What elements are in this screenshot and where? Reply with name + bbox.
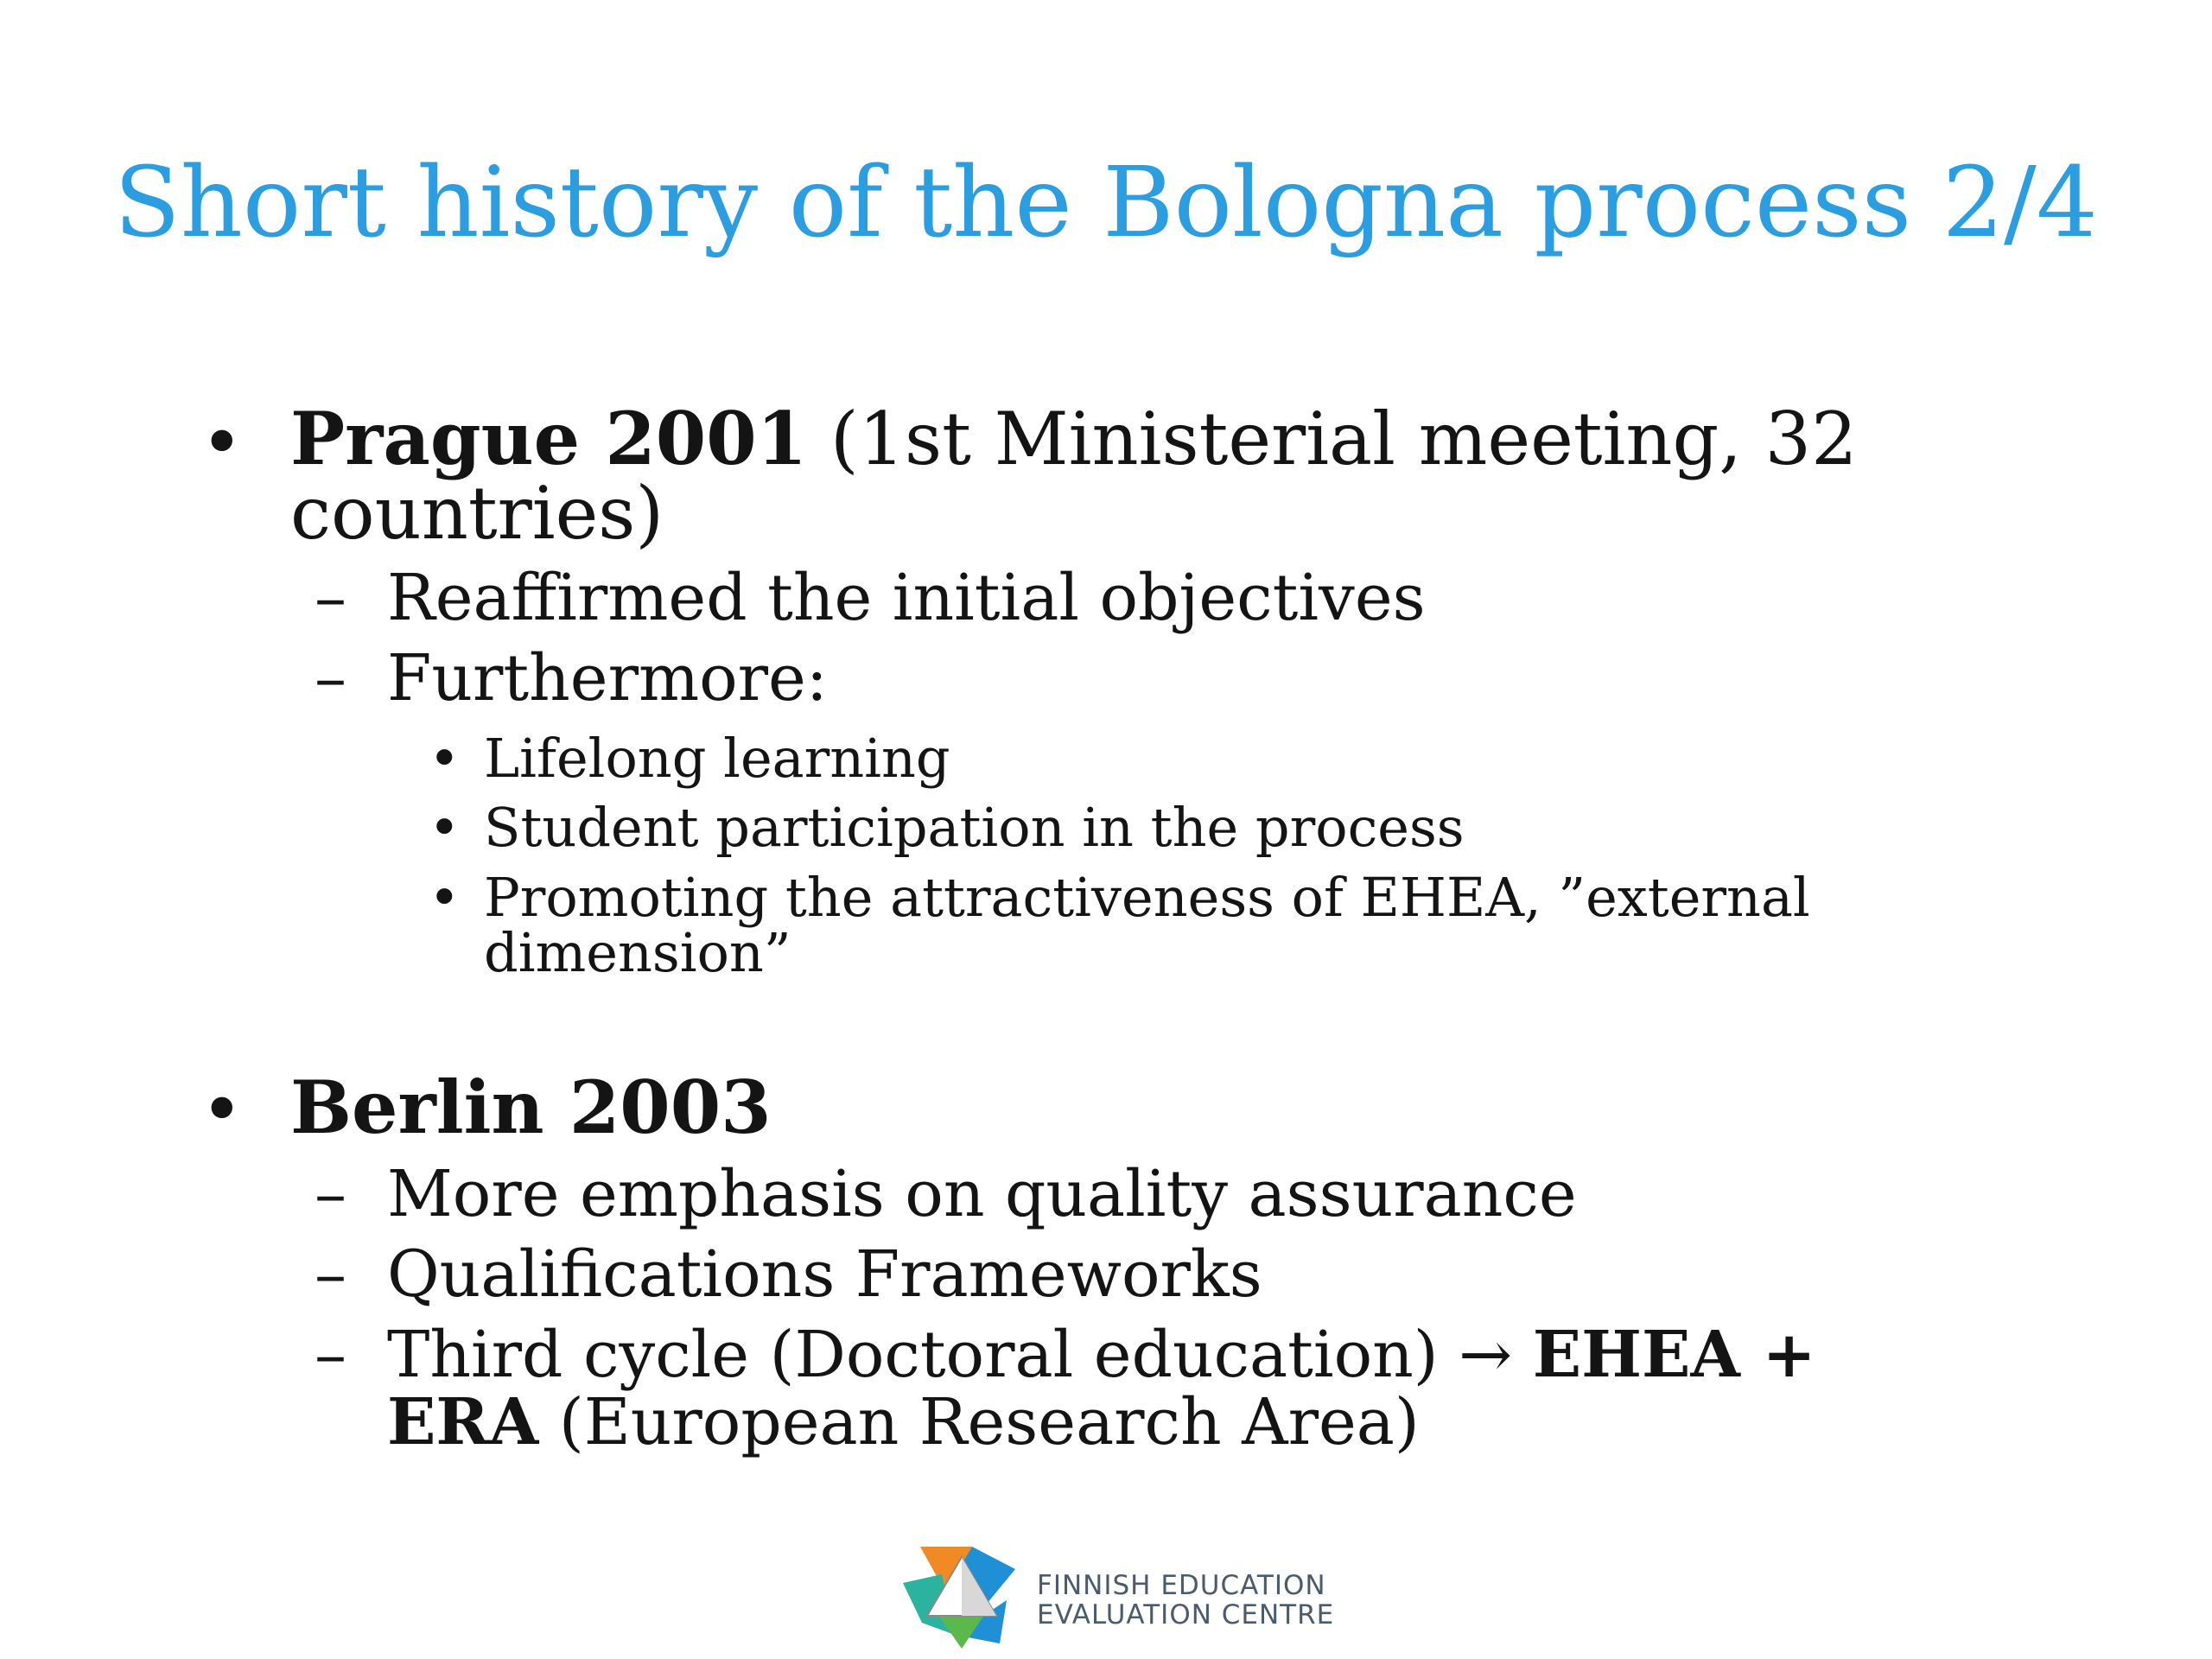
section-heading-prague bbox=[290, 396, 1858, 481]
item-text-plain: Third cycle (Doctoral education) → bbox=[387, 1318, 1533, 1392]
finnish-education-evaluation-centre-logo bbox=[903, 1540, 1352, 1652]
sub-list-item: Student participation in the process bbox=[484, 796, 1465, 859]
dash-marker: – bbox=[315, 1157, 346, 1231]
subbullet-marker: • bbox=[429, 796, 461, 859]
slide-title: Short history of the Bologna process 2/4 bbox=[114, 147, 2098, 259]
item-text-bold: ERA bbox=[387, 1385, 539, 1459]
section-heading-prague-cont: countries) bbox=[290, 471, 664, 556]
subbullet-marker: • bbox=[429, 866, 461, 929]
list-item bbox=[387, 1318, 1816, 1392]
item-text-bold: EHEA + bbox=[1532, 1318, 1816, 1392]
list-item: Furthermore: bbox=[387, 641, 828, 715]
dash-marker: – bbox=[315, 1318, 346, 1392]
list-item: Reaffirmed the initial objectives bbox=[387, 561, 1426, 635]
sub-list-item: Promoting the attractiveness of EHEA, ”external bbox=[484, 866, 1810, 929]
list-item-cont bbox=[387, 1385, 1420, 1459]
section-heading-berlin: Berlin 2003 bbox=[290, 1065, 772, 1150]
heading-bold: Prague 2001 bbox=[290, 396, 808, 481]
list-item: Qualifications Frameworks bbox=[387, 1237, 1262, 1312]
dash-marker: – bbox=[315, 641, 346, 715]
dash-marker: – bbox=[315, 1237, 346, 1312]
dash-marker: – bbox=[315, 561, 346, 635]
logo-line-1: FINNISH EDUCATION bbox=[1037, 1570, 1326, 1601]
subbullet-marker: • bbox=[429, 727, 461, 790]
item-text-plain: (European Research Area) bbox=[538, 1385, 1420, 1459]
sub-list-item-cont: dimension” bbox=[484, 921, 791, 984]
heading-rest: (1st Ministerial meeting, 32 bbox=[807, 397, 1858, 481]
logo-text bbox=[1037, 1571, 1334, 1630]
logo-line-2: EVALUATION CENTRE bbox=[1037, 1599, 1335, 1630]
list-item: More emphasis on quality assurance bbox=[387, 1157, 1577, 1231]
sub-list-item: Lifelong learning bbox=[484, 727, 950, 790]
bullet-marker: • bbox=[200, 400, 244, 485]
bullet-marker: • bbox=[200, 1067, 244, 1152]
logo-mark-icon bbox=[903, 1540, 1024, 1652]
